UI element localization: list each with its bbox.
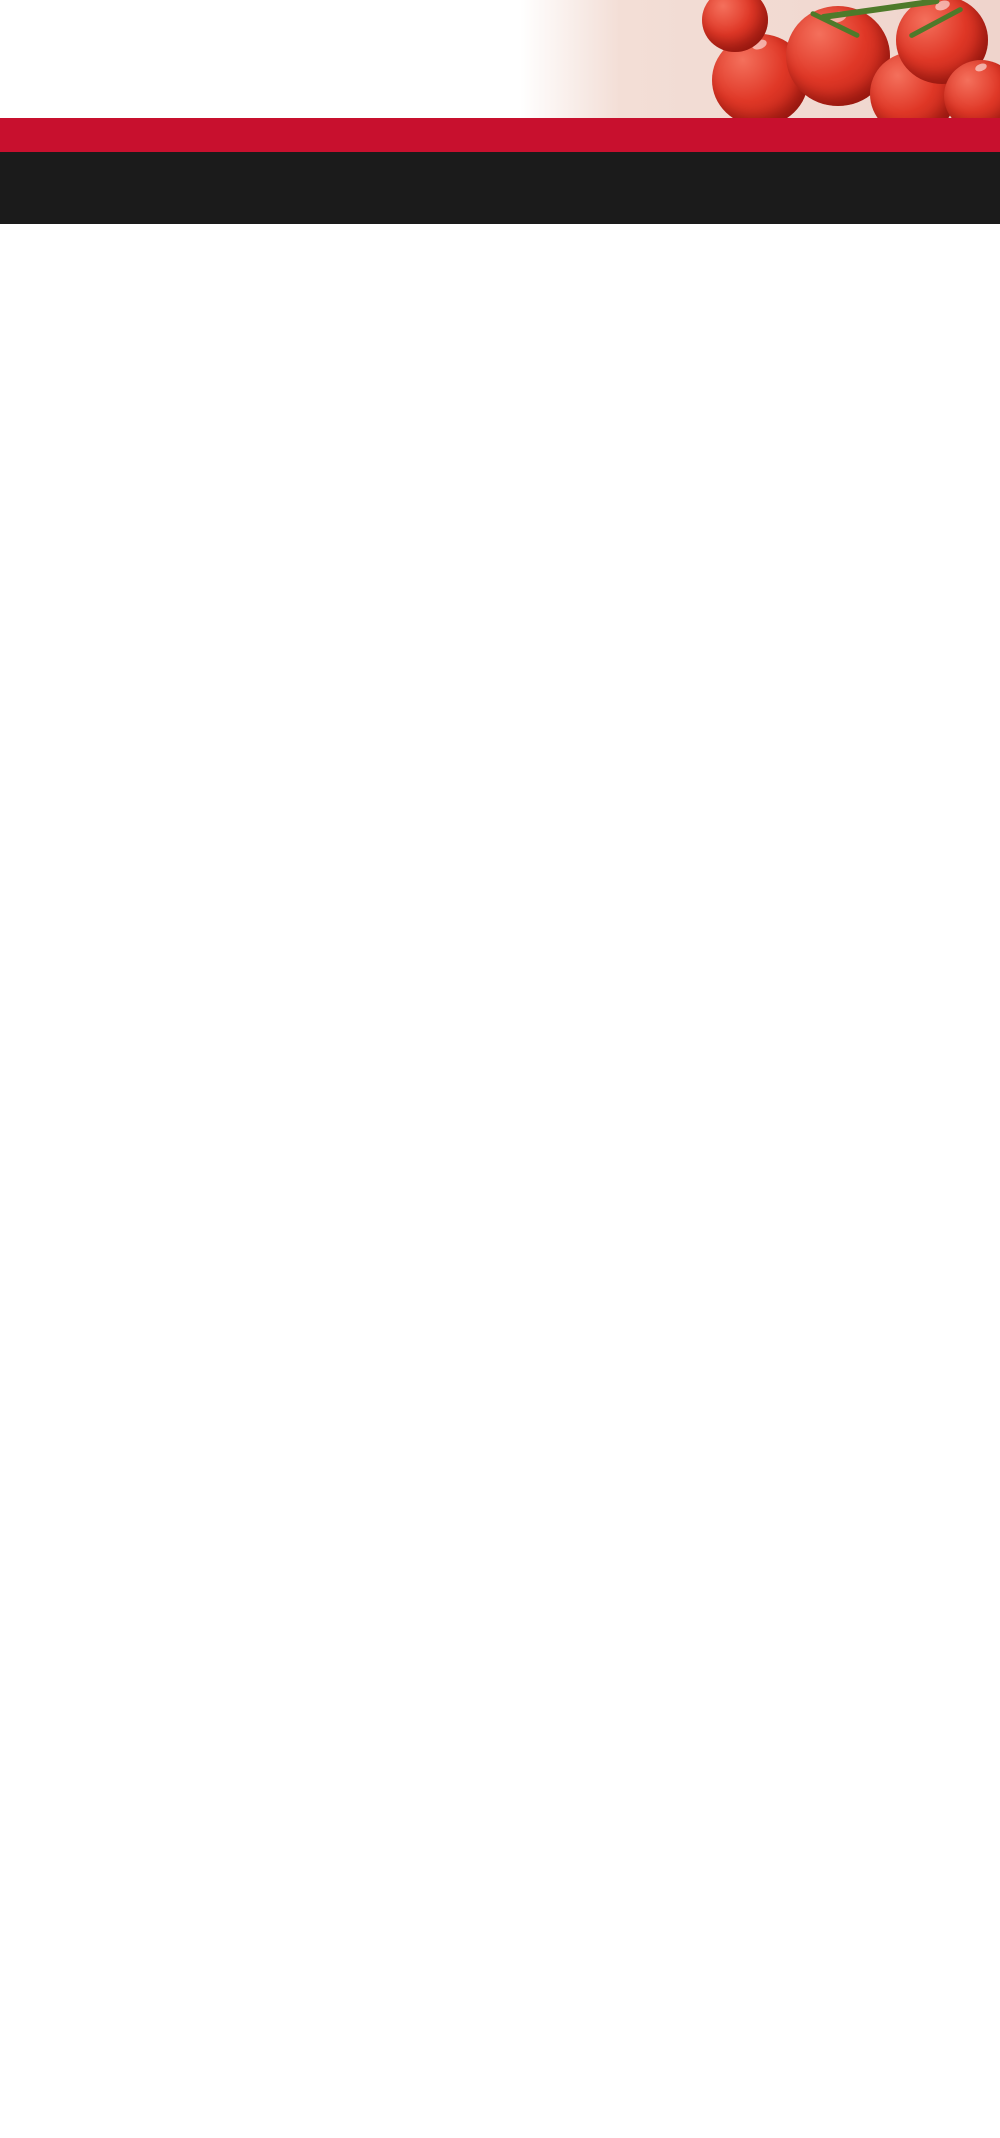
header	[0, 0, 1000, 118]
infographic-page	[0, 0, 1000, 224]
table-header	[0, 118, 1000, 152]
aif-logo	[14, 187, 182, 189]
header-intro-text	[0, 0, 730, 17]
header-tomato-photo	[700, 0, 1000, 118]
footer	[0, 152, 1000, 224]
